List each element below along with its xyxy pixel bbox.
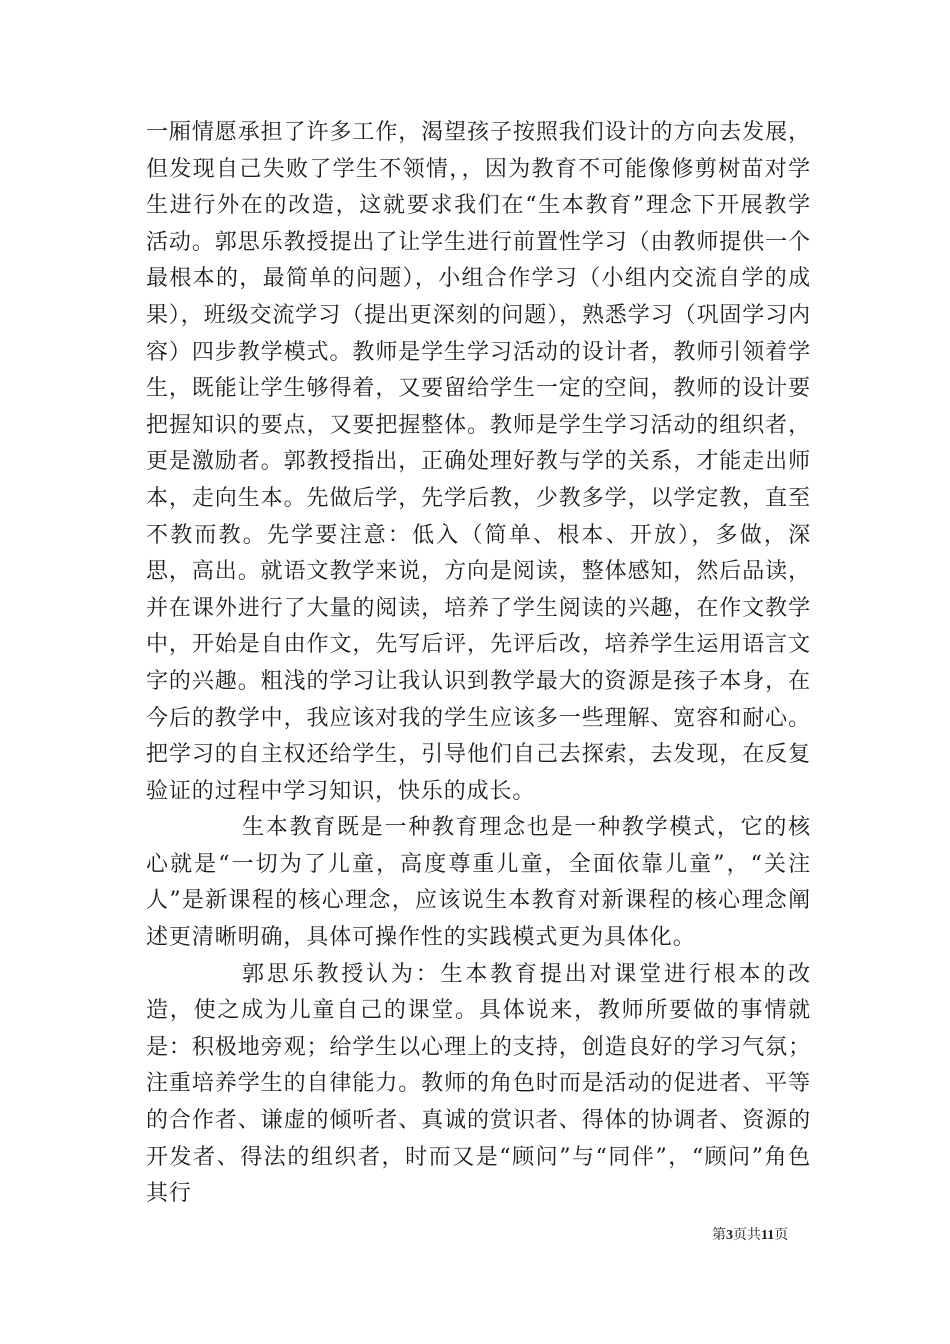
paragraph-1: 一厢情愿承担了许多工作，渴望孩子按照我们设计的方向去发展，但发现自己失败了学生不领情，，因为教育不可能像修剪树苗对学生进行外在的改造，这就要求我们在“生本教育”理念下开展教学活动。郭思乐教授提出了让学生进行前置性学习（由教师提供一个最根本的，最简单的问题），小组合作学习（小组内交流自学的成果），班级交流学习（提出更深刻的问题），熟悉学习（巩固学习内容）四步教学模式。教师是学生学习活动的设计者，教师引领着学生，既能让学生够得着，又要留给学生一定的空间，教师的设计要把握知识的要点，又要把握整体。教师是学生学习活动的组织者，更是激励者。郭教授指出，正确处理好教与学的关系，才能走出师本，走向生本。先做后学，先学后教，少教多学，以学定教，直至不教而教。先学要注意：低入（简单、根本、开放），多做，深思，高出。就语文教学来说，方向是阅读，整体感知，然后品读，并在课外进行了大量的阅读，培养了学生阅读的兴趣，在作文教学中，开始是自由作文，先写后评，先评后改，培养学生运用语言文字的兴趣。粗浅的学习让我认识到教学最大的资源是孩子本身，在今后的教学中，我应该对我的学生应该多一些理解、宽容和耐心。把学习的自主权还给学生，引导他们自己去探索，去发现，在反复验证的过程中学习知识，快乐的成长。 [146,120,812,804]
total-page-count: 11 [761,1228,775,1243]
footer-suffix: 页 [774,1227,789,1243]
footer-middle: 页共 [733,1227,761,1243]
footer-prefix: 第 [712,1227,726,1243]
page-number-footer [712,1226,788,1245]
paragraph-3: 郭思乐教授认为：生本教育提出对课堂进行根本的改造，使之成为儿童自己的课堂。具体说来，教师所要做的事情就是：积极地旁观；给学生以心理上的支持，创造良好的学习气氛；注重培养学生的自律能力。教师的角色时而是活动的促进者、平等的合作者、谦虚的倾听者、真诚的赏识者、得体的协调者、资源的开发者、得法的组织者，时而又是“顾问”与“同伴”，“顾问”角色其行 [146,961,811,1207]
paragraph-2: 生本教育既是一种教育理念也是一种教学模式，它的核心就是“一切为了儿童，高度尊重儿童，全面依靠儿童”，“关注人”是新课程的核心理念，应该说生本教育对新课程的核心理念阐述更清晰明确，具体可操作性的实践模式更为具体化。 [146,815,811,951]
current-page-number: 3 [726,1228,733,1243]
document-body [146,115,811,1213]
